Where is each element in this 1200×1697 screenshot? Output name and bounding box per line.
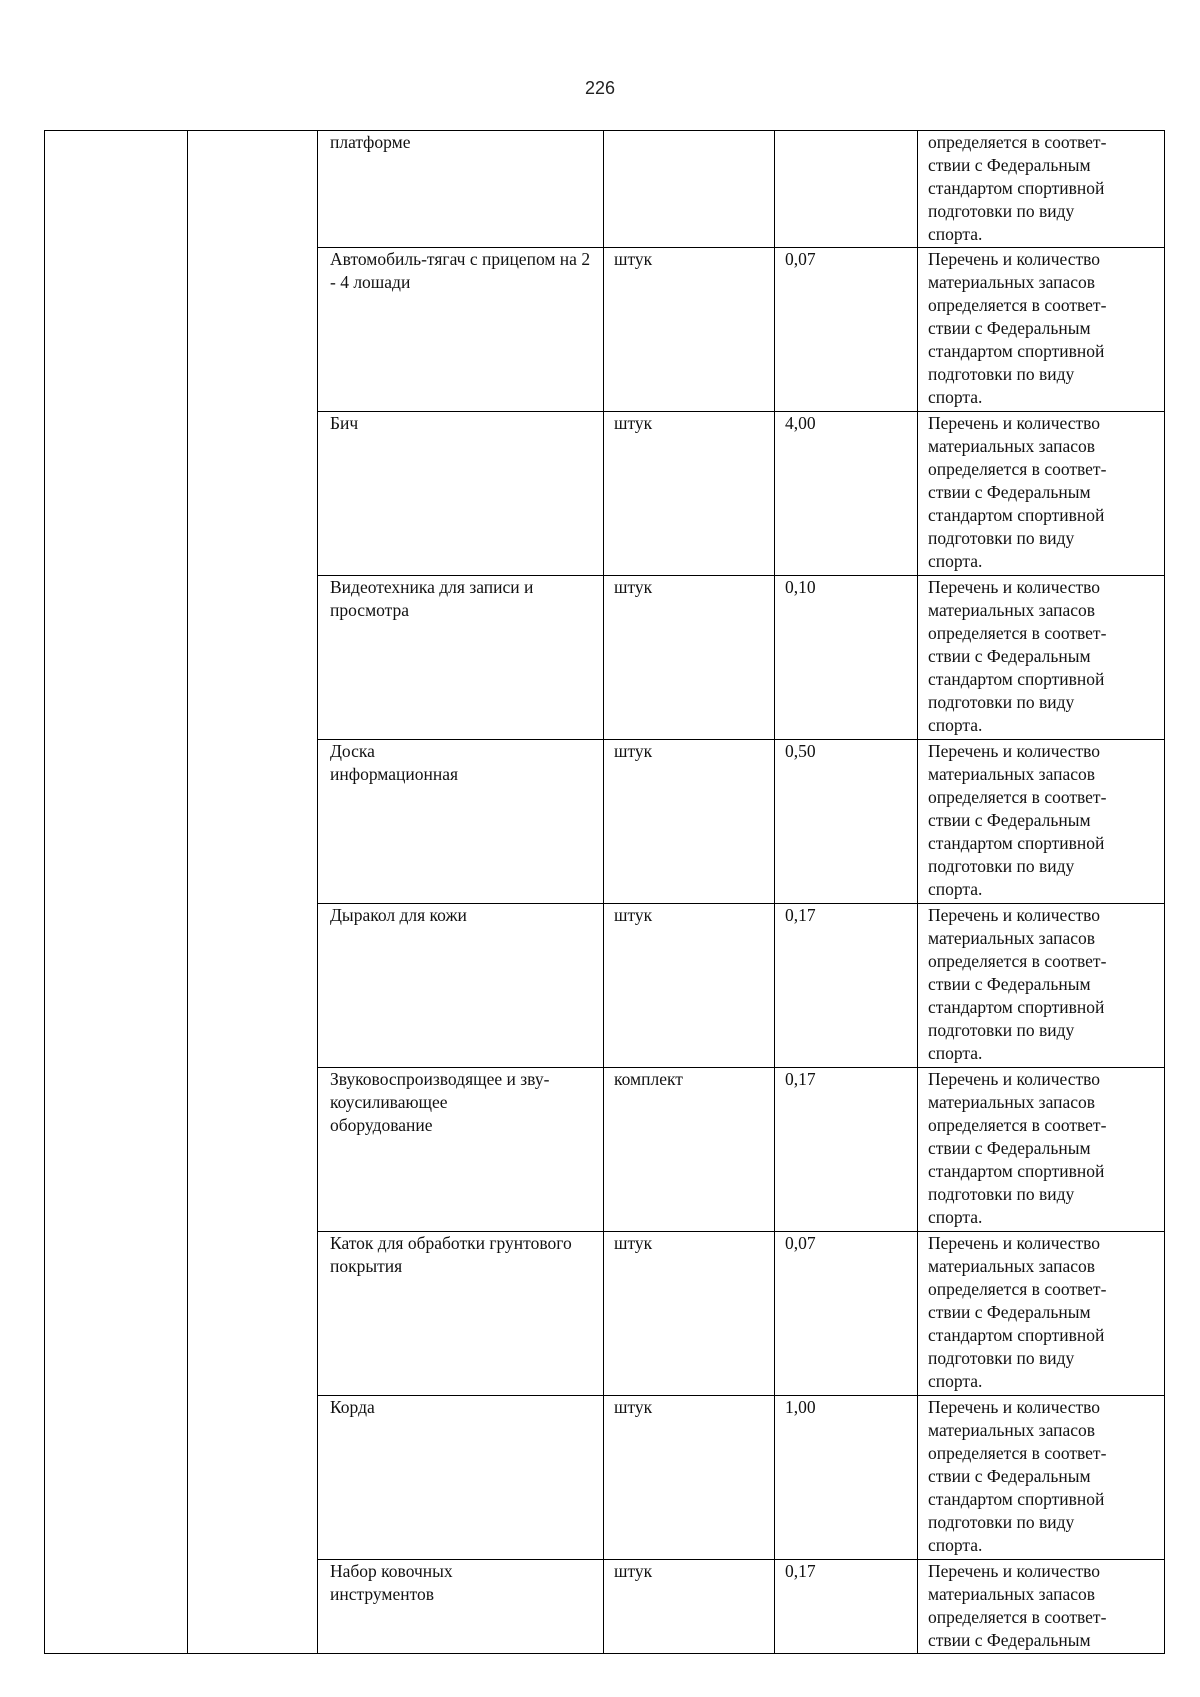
- item-quantity: 0,17: [775, 1560, 918, 1654]
- item-name: Доска информационная: [318, 740, 604, 904]
- item-quantity: 0,17: [775, 904, 918, 1068]
- item-unit: [604, 131, 775, 248]
- item-note: Перечень и количество материальных запасов определяется в соответ- ствии с Федеральным стандартом спортивной подготовки по виду спорта.: [918, 412, 1165, 576]
- item-quantity: 0,10: [775, 576, 918, 740]
- item-name: Каток для обработки грунтового покрытия: [318, 1232, 604, 1396]
- item-note: определяется в соответ- ствии с Федеральным стандартом спортивной подготовки по виду спорта.: [918, 131, 1165, 248]
- item-note: Перечень и количество материальных запасов определяется в соответ- ствии с Федеральным стандартом спортивной подготовки по виду спорта.: [918, 1068, 1165, 1232]
- item-name: Корда: [318, 1396, 604, 1560]
- item-note: Перечень и количество материальных запасов определяется в соответ- ствии с Федеральным стандартом спортивной подготовки по виду спорта.: [918, 1396, 1165, 1560]
- item-quantity: 0,17: [775, 1068, 918, 1232]
- item-name: Бич: [318, 412, 604, 576]
- item-name: Набор ковочных инструментов: [318, 1560, 604, 1654]
- page-number: 226: [584, 78, 616, 98]
- item-note: Перечень и количество материальных запасов определяется в соответ- ствии с Федеральным стандартом спортивной подготовки по виду спорта.: [918, 576, 1165, 740]
- item-unit: штук: [604, 576, 775, 740]
- item-unit: штук: [604, 1232, 775, 1396]
- item-note: Перечень и количество материальных запасов определяется в соответ- ствии с Федеральным стандартом спортивной подготовки по виду спорта.: [918, 740, 1165, 904]
- item-note: Перечень и количество материальных запасов определяется в соответ- ствии с Федеральным стандартом спортивной подготовки по виду спорта.: [918, 1232, 1165, 1396]
- item-note: Перечень и количество материальных запасов определяется в соответ- ствии с Федеральным стандартом спортивной подготовки по виду спорта.: [918, 904, 1165, 1068]
- table-row: [45, 131, 1165, 248]
- item-unit: комплект: [604, 1068, 775, 1232]
- item-quantity: 1,00: [775, 1396, 918, 1560]
- item-name: платформе: [318, 131, 604, 248]
- item-unit: штук: [604, 1560, 775, 1654]
- item-note: Перечень и количество материальных запасов определяется в соответ- ствии с Федеральным: [918, 1560, 1165, 1654]
- item-quantity: 0,07: [775, 1232, 918, 1396]
- merged-cell-col1: [45, 131, 188, 1654]
- item-unit: штук: [604, 1396, 775, 1560]
- item-unit: штук: [604, 248, 775, 412]
- item-note: Перечень и количество материальных запасов определяется в соответ- ствии с Федеральным стандартом спортивной подготовки по виду спорта.: [918, 248, 1165, 412]
- merged-cell-col2: [188, 131, 318, 1654]
- item-name: Видеотехника для записи и просмотра: [318, 576, 604, 740]
- item-quantity: 0,07: [775, 248, 918, 412]
- item-name: Дыракол для кожи: [318, 904, 604, 1068]
- item-quantity: [775, 131, 918, 248]
- item-quantity: 4,00: [775, 412, 918, 576]
- item-name: Автомобиль-тягач с прицепом на 2 - 4 лошади: [318, 248, 604, 412]
- item-unit: штук: [604, 412, 775, 576]
- item-unit: штук: [604, 740, 775, 904]
- equipment-table: [44, 130, 1165, 1654]
- item-name: Звуковоспроизводящее и зву- коусиливающее оборудование: [318, 1068, 604, 1232]
- item-unit: штук: [604, 904, 775, 1068]
- item-quantity: 0,50: [775, 740, 918, 904]
